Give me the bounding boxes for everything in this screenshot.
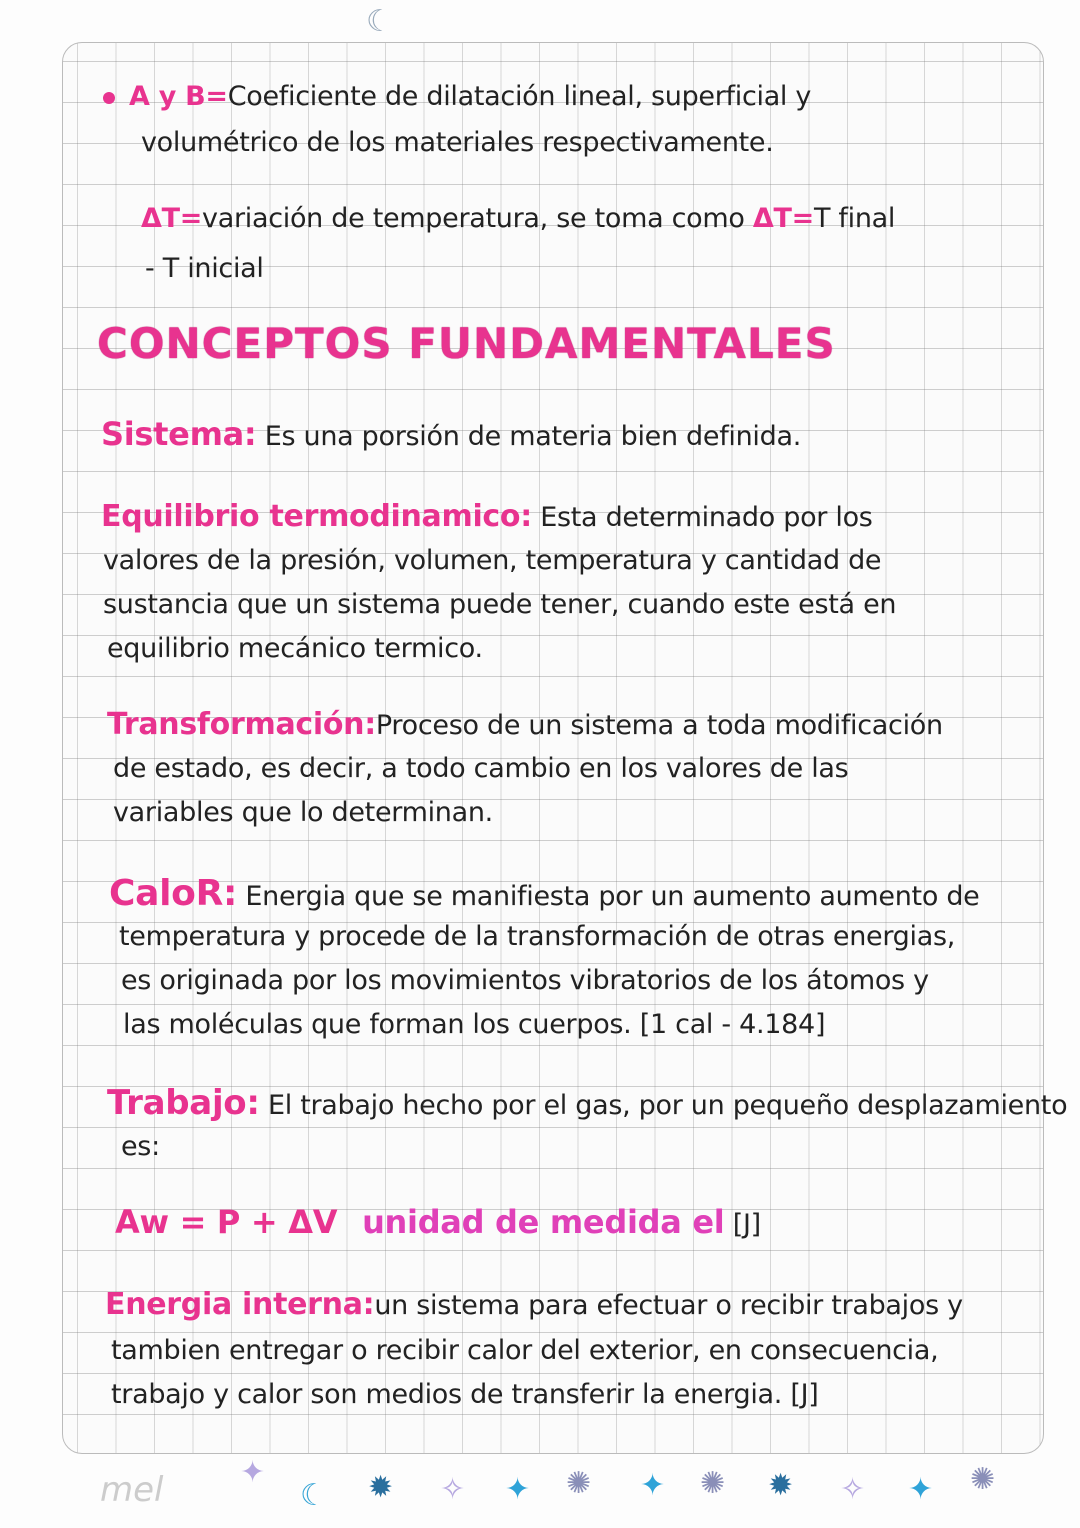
definition-text: El trabajo hecho por el gas, por un pequeño desplazamiento — [267, 1090, 1068, 1121]
bullet-ab-line-1 — [103, 81, 811, 112]
formula-line — [115, 1203, 761, 1241]
term: Trabajo: — [107, 1083, 260, 1123]
sun-icon: ✹ — [368, 1470, 394, 1505]
sparkle-icon: ✦ — [908, 1472, 934, 1507]
separator: = — [205, 81, 228, 112]
term: ΔT — [752, 203, 792, 234]
sparkle-icon: ✦ — [505, 1472, 531, 1507]
moon-icon: ☾ — [300, 1478, 327, 1513]
definition-text: variación de temperatura, se toma como — [202, 203, 745, 234]
term: CaloR: — [109, 873, 238, 914]
calor-line-2: temperatura y procede de la transformación de otras energias, — [119, 921, 955, 952]
calor-line-3: es originada por los movimientos vibratorios de los átomos y — [121, 965, 929, 996]
equation: Aw = P + ΔV — [115, 1203, 338, 1241]
sparkle-icon: ✦ — [240, 1455, 266, 1490]
star-icon: ✧ — [840, 1472, 866, 1507]
burst-icon: ✺ — [700, 1466, 726, 1501]
term: Transformación: — [107, 707, 376, 742]
definition-text: Es una porsión de materia bien definida. — [264, 421, 801, 452]
sistema-line-1 — [101, 415, 801, 453]
transformacion-line-1 — [107, 707, 943, 742]
definition-text: un sistema para efectuar o recibir trabajos y — [374, 1290, 963, 1321]
sparkle-icon: ✦ — [640, 1468, 666, 1503]
definition-text: Coeficiente de dilatación lineal, superficial y — [227, 81, 812, 112]
bullet-icon — [103, 92, 115, 104]
term: Energia interna: — [105, 1287, 375, 1322]
definition-text: Proceso de un sistema a toda modificación — [375, 710, 943, 741]
term: ΔT — [141, 203, 180, 234]
separator: = — [791, 203, 814, 234]
sun-icon: ✹ — [768, 1468, 794, 1503]
energia-line-3: trabajo y calor son medios de transferir la energia. [J] — [111, 1379, 819, 1410]
term: A y B — [129, 81, 206, 112]
section-heading: CONCEPTOS FUNDAMENTALES — [97, 319, 836, 368]
term: Sistema: — [101, 415, 257, 453]
burst-icon: ✺ — [970, 1462, 996, 1497]
equilibrio-line-3: sustancia que un sistema puede tener, cuando este está en — [103, 589, 897, 620]
transformacion-line-2: de estado, es decir, a todo cambio en los valores de las — [113, 753, 849, 784]
definition-text: Esta determinado por los — [540, 502, 873, 533]
transformacion-line-3: variables que lo determinan. — [113, 797, 493, 828]
equilibrio-line-1 — [101, 499, 873, 534]
equilibrio-line-2: valores de la presión, volumen, temperatura y cantidad de — [103, 545, 882, 576]
star-icon: ✧ — [440, 1472, 466, 1507]
bullet-ab-line-2: volumétrico de los materiales respectivamente. — [141, 127, 774, 158]
calor-line-1 — [109, 873, 980, 914]
unit: [J] — [732, 1209, 761, 1240]
burst-icon: ✺ — [566, 1466, 592, 1501]
moon-icon: ☾ — [366, 4, 393, 39]
unit-label: unidad de medida el — [362, 1203, 725, 1241]
equilibrio-line-4: equilibrio mecánico termico. — [107, 633, 483, 664]
energia-line-2: tambien entregar o recibir calor del exterior, en consecuencia, — [111, 1335, 939, 1366]
signature: mel — [100, 1470, 164, 1510]
trabajo-line-2: es: — [121, 1131, 160, 1162]
definition-text: Energia que se manifiesta por un aumento aumento de — [245, 881, 980, 912]
energia-line-1 — [105, 1287, 963, 1322]
term: Equilibrio termodinamico: — [101, 499, 532, 534]
delta-t-line-2: - T inicial — [145, 253, 264, 284]
delta-t-line-1 — [141, 203, 895, 234]
calor-line-4: las moléculas que forman los cuerpos. [1 cal - 4.184] — [123, 1009, 826, 1040]
definition-text: T final — [813, 203, 896, 234]
grid-paper — [62, 42, 1068, 1454]
trabajo-line-1 — [107, 1083, 1067, 1123]
separator: = — [179, 203, 203, 234]
